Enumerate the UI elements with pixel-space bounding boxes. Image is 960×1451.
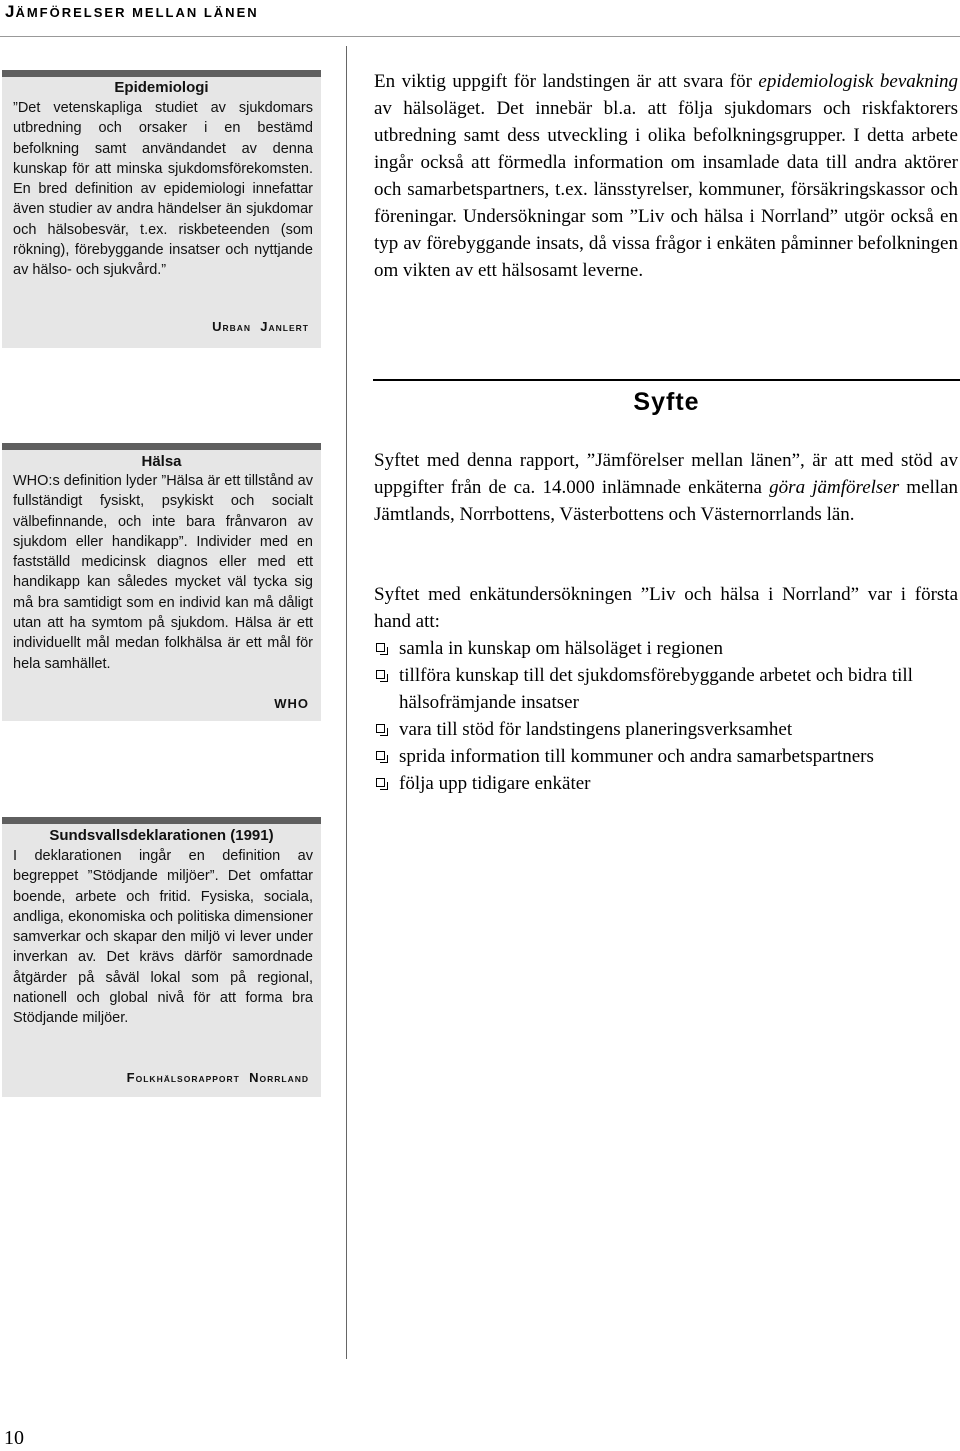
- sidebar-box-sundsvall: [2, 817, 321, 1097]
- intro-paragraph: En viktig uppgift för landstingen är att svara för epidemiologisk bevakning av hälsoläget. Det innebär bl.a. att följa sjukdomars och riskfaktorers utbredning samt dess utveckling i olika befolkningsgrupper. I detta arbete ingår också att förmedla information om insamlade data till andra aktörer och samarbetspartners, t.ex. länsstyrelser, kommuner, försäkringskassor och föreningar. Undersökningar som ”Liv och hälsa i Norrland” utgör också en typ av förebyggande insats, då vissa frågor i enkäten påminner befolkningen om vikten av ett hälsosamt leverne.: [374, 71, 958, 281]
- running-header: JÄMFÖRELSER MELLAN LÄNEN: [5, 2, 259, 21]
- box-title: Hälsa: [141, 453, 182, 470]
- box-top-bar: [2, 817, 321, 824]
- page-number: 10: [4, 1427, 24, 1449]
- list-item: följa upp tidigare enkäter: [374, 770, 958, 797]
- list-item: vara till stöd för landstingens planeringsverksamhet: [374, 716, 958, 743]
- box-text: WHO:s definition lyder ”Hälsa är ett tillstånd av fullständigt fysiskt, psykiskt och socialt välbefinnande, och inte bara frånvaron av sjukdom eller handikapp”. Individer med en fastställd medicinsk diagnos eller med ett handikapp kan således mycket väl tycka sig må bra samtidigt som en individ kan må dåligt utan att ha symtom på sjukdom. Hälsa är ett individuellt mål medan folkhälsa är ett mål för hela samhället.: [13, 473, 313, 672]
- checkbox-bullet-icon: [376, 724, 385, 733]
- section-rule: [373, 379, 960, 381]
- checkbox-bullet-icon: [376, 778, 385, 787]
- box-title: Sundsvallsdeklarationen (1991): [49, 827, 274, 844]
- checkbox-bullet-icon: [376, 643, 385, 652]
- box-text: ”Det vetenskapliga studiet av sjukdomars utbredning och orsaker i en bestämd befolkning samt användandet av denna kunskap för att minska sjukdomsförekomsten. En bred definition av epidemiologi innefattar även studier av andra händelser än sjukdomar och hälsobesvär, t.ex. riskbeteenden (som rökning), förebyggande insatser och nyttjande av hälso- och sjukvård.”: [13, 100, 313, 279]
- box-text: I deklarationen ingår en definition av begreppet ”Stödjande miljöer”. Det omfattar boende, arbete och fritid. Fysiska, sociala, andliga, ekonomiska och politiska dimensioner samverkar och skapar den miljö vi lever under inverkan av. Det krävs därför samordnade åtgärder på såväl lokal som på regional, nationell och global nivå för att forma bra Stödjande miljöer.: [13, 848, 313, 1027]
- checkbox-bullet-icon: [376, 751, 385, 760]
- list-item: sprida information till kommuner och andra samarbetspartners: [374, 743, 958, 770]
- syfte-paragraph: Syftet med denna rapport, ”Jämförelser mellan länen”, är att med stöd av uppgifter från de ca. 14.000 inlämnade enkäterna göra jämförelser mellan Jämtlands, Norrbottens, Västerbottens och Västernorrlands län.: [374, 450, 959, 525]
- box-top-bar: [2, 443, 321, 450]
- header-rule: [0, 36, 960, 37]
- checkbox-bullet-icon: [376, 670, 385, 679]
- list-item: samla in kunskap om hälsoläget i regionen: [374, 635, 958, 662]
- column-divider: [346, 46, 347, 1359]
- syfte-list-intro: Syftet med enkätundersökningen ”Liv och hälsa i Norrland” var i första hand att:: [374, 584, 958, 632]
- purpose-list: [374, 635, 958, 797]
- list-item: tillföra kunskap till det sjukdomsförebyggande arbetet och bidra till hälsofrämjande insatser: [374, 662, 958, 716]
- sidebar-box-halsa: [2, 443, 321, 721]
- box-title: Epidemiologi: [114, 79, 209, 96]
- box-author: URBAN JANLERT: [212, 319, 309, 334]
- box-author: FOLKHÄLSORAPPORT NORRLAND: [126, 1070, 309, 1085]
- box-top-bar: [2, 70, 321, 77]
- sidebar-box-epidemiologi: [2, 70, 321, 348]
- section-heading: Syfte: [633, 388, 700, 416]
- box-author: WHO: [274, 696, 309, 711]
